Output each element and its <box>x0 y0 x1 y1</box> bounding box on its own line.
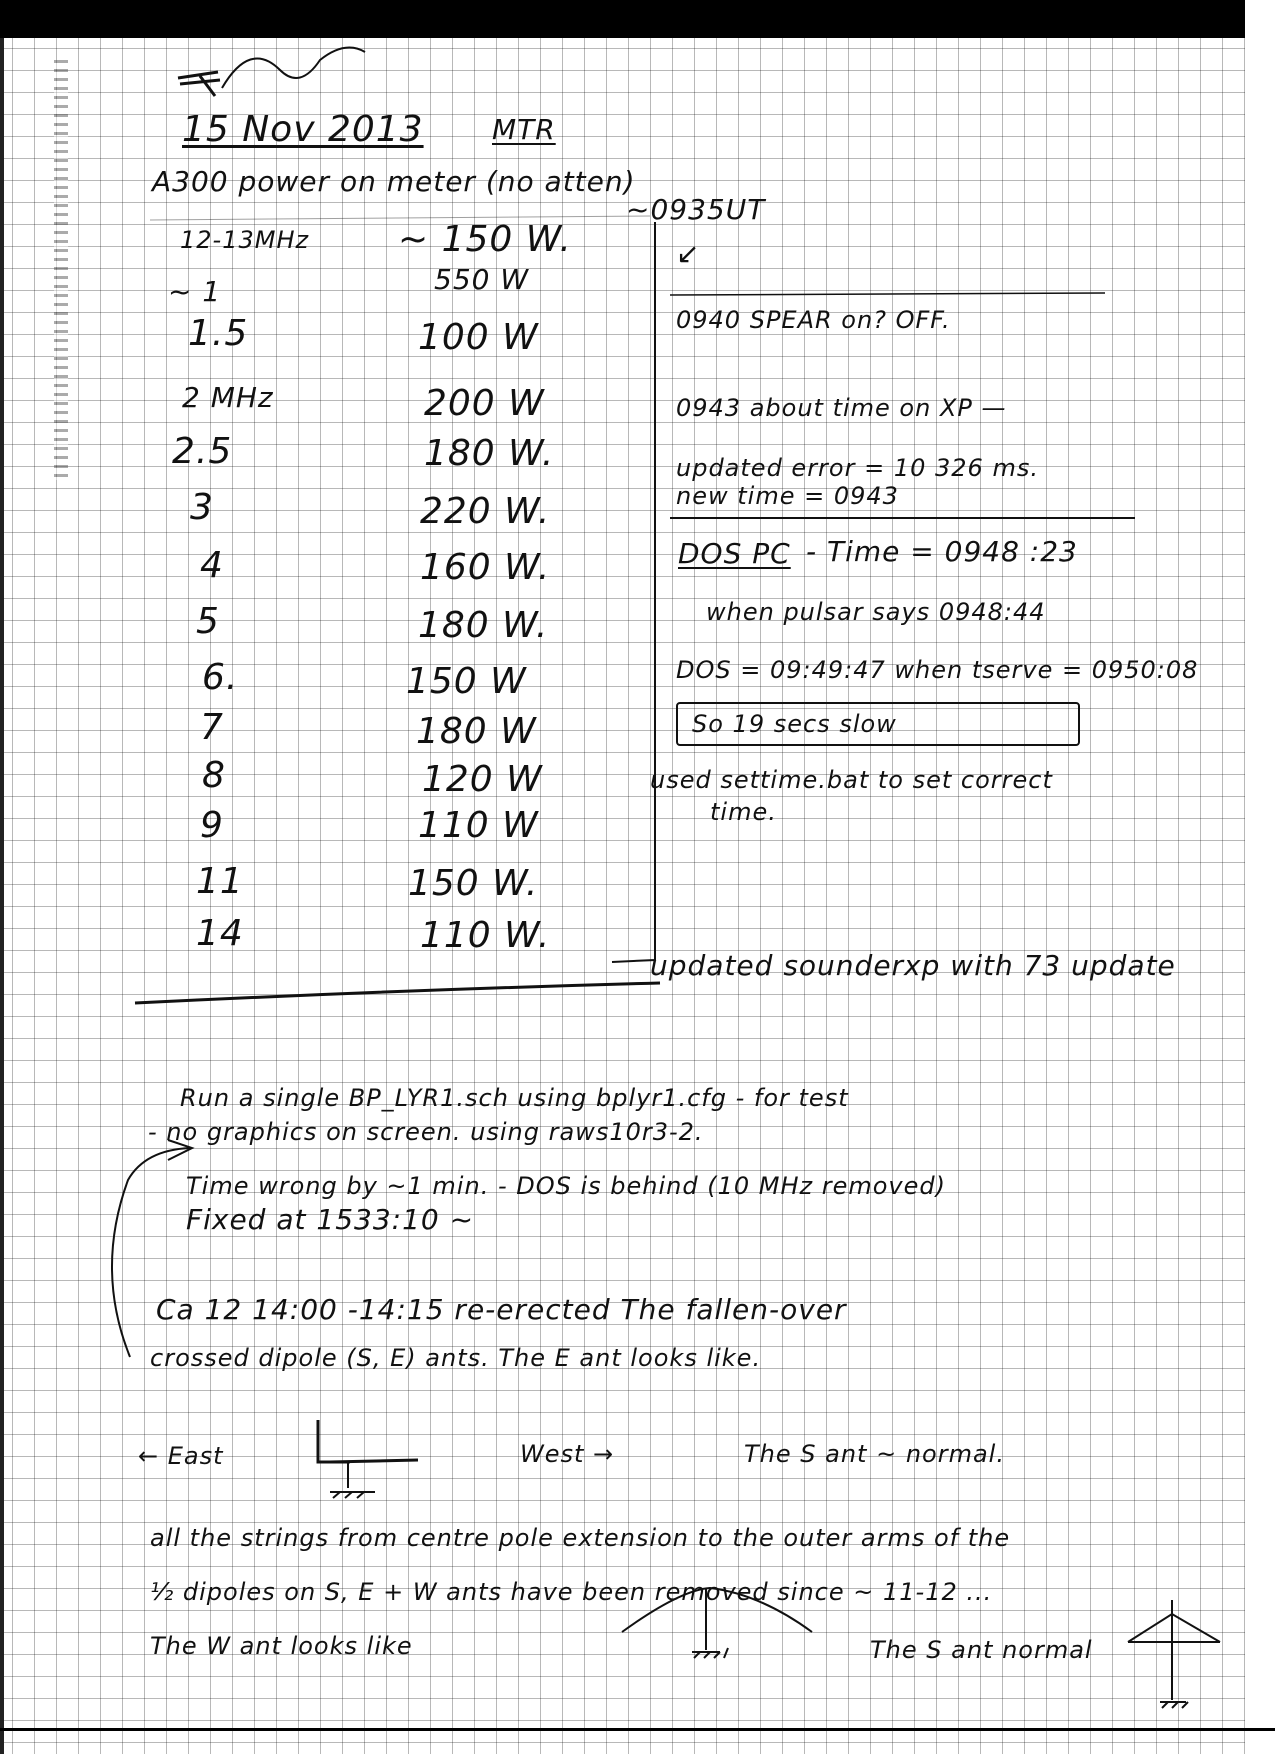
w-ant-note: The W ant looks like <box>150 1632 413 1660</box>
dos-pc-label: DOS PC <box>678 537 791 570</box>
power-cell: ~ 150 W. <box>398 219 572 260</box>
spear-off-note: 0940 SPEAR on? OFF. <box>676 306 951 334</box>
power-cell: 180 W. <box>424 433 555 474</box>
dos-pc-time: - Time = 0948 :23 <box>806 535 1078 568</box>
power-cell: 550 W <box>434 263 530 296</box>
s-ant-note: The S ant normal <box>870 1636 1093 1664</box>
sounder-update-note: updated sounderxp with 73 update <box>650 949 1176 982</box>
freq-cell: ~ 1 <box>168 275 222 308</box>
freq-cell: 1.5 <box>188 313 249 354</box>
table-title: A300 power on meter (no atten) <box>152 165 636 198</box>
freq-cell: 7 <box>200 707 224 748</box>
antenna-note-4: ½ dipoles on S, E + W ants have been removed since ~ 11-12 ... <box>150 1578 993 1606</box>
power-cell: 110 W <box>418 805 539 846</box>
power-cell: 150 W <box>406 661 527 702</box>
power-cell: 180 W <box>416 711 537 752</box>
run-note-1: Run a single BP_LYR1.sch using bplyr1.cfg - for test <box>180 1084 849 1112</box>
scan-bottom-border <box>0 1728 1275 1731</box>
east-label: ← East <box>138 1442 224 1470</box>
station-code: MTR <box>492 113 556 146</box>
run-note-3: Time wrong by ~1 min. - DOS is behind (10 MHz removed) <box>186 1172 946 1200</box>
new-time-note: new time = 0943 <box>676 482 899 510</box>
power-cell: 160 W. <box>420 547 551 588</box>
time-note: ~0935UT <box>626 193 766 226</box>
freq-cell: 8 <box>202 755 226 796</box>
antenna-note-3: all the strings from centre pole extension to the outer arms of the <box>150 1524 1011 1552</box>
slow-note-box <box>676 702 1080 746</box>
power-cell: 120 W <box>422 759 543 800</box>
power-cell: 200 W <box>424 383 545 424</box>
settime-note: used settime.bat to set correct <box>650 766 1053 794</box>
freq-cell: 4 <box>200 545 224 586</box>
s-ant-normal-note: The S ant ~ normal. <box>744 1440 1005 1468</box>
freq-cell: 12-13MHz <box>180 226 310 254</box>
west-label: West → <box>520 1440 615 1468</box>
slow-note: So 19 secs slow <box>692 710 897 738</box>
about-time-note: 0943 about time on XP — <box>676 394 1007 422</box>
freq-cell: 14 <box>196 913 244 954</box>
antenna-note-1: Ca 12 14:00 -14:15 re-erected The fallen-over <box>156 1293 847 1326</box>
scan-right-margin <box>1245 0 1275 1754</box>
power-cell: 220 W. <box>420 491 551 532</box>
power-cell: 100 W <box>418 317 539 358</box>
pulsar-note: when pulsar says 0948:44 <box>706 598 1046 626</box>
freq-cell: 11 <box>196 861 244 902</box>
power-cell: 150 W. <box>408 863 539 904</box>
run-note-2: - no graphics on screen. using raws10r3-2. <box>148 1118 704 1146</box>
settime-note-cont: time. <box>710 798 777 826</box>
arrow-mark: ↙ <box>676 237 701 270</box>
date-header: 15 Nov 2013 <box>182 109 424 150</box>
dos-compare-note: DOS = 09:49:47 when tserve = 0950:08 <box>676 656 1199 684</box>
freq-cell: 5 <box>196 601 220 642</box>
power-cell: 110 W. <box>420 915 551 956</box>
freq-cell: 9 <box>200 805 224 846</box>
freq-cell: 2.5 <box>172 431 233 472</box>
freq-cell: 6. <box>202 657 239 698</box>
freq-cell: 2 MHz <box>182 381 274 414</box>
antenna-note-2: crossed dipole (S, E) ants. The E ant looks like. <box>150 1344 762 1372</box>
power-cell: 180 W. <box>418 605 549 646</box>
run-note-4: Fixed at 1533:10 ~ <box>186 1203 475 1236</box>
updated-error-note: updated error = 10 326 ms. <box>676 454 1039 482</box>
freq-cell: 3 <box>190 487 214 528</box>
